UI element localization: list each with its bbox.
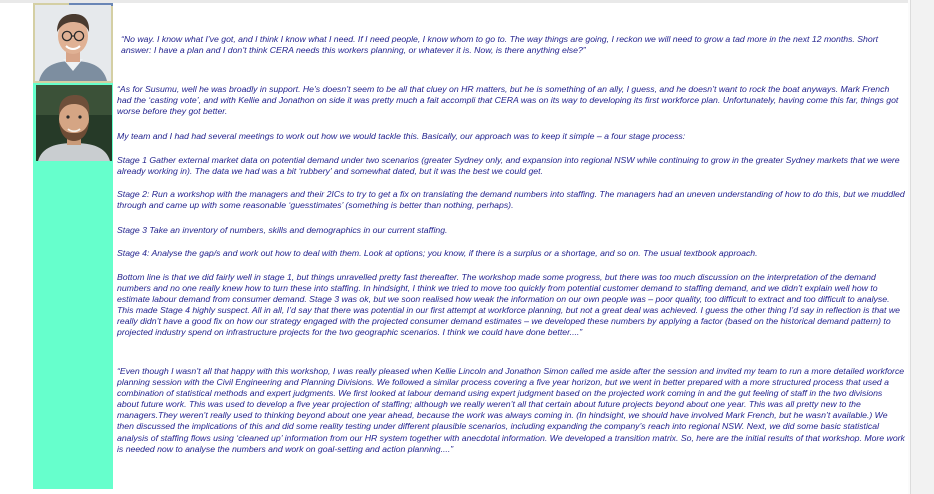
right-gutter	[910, 0, 934, 494]
narrative-paragraph-bottom-line: Bottom line is that we did fairly well in stage 1, but things unravelled pretty fast thereafter. The workshop made some progress, but there was too much discussion on the interpretation of the demand numbers and no one really knew how to turn these into staffing. In hindsight, I think we tried to move too quickly from potential customer demand to staffing demand, and we didn’t explain well how to estimate labour demand from consumer demand. Stage 3 was ok, but we soon realised how weak the information on our own people was – poor quality, too difficult to extract and too difficult to analyse. This made Stage 4 highly suspect. All in all, I’d say that there was potential in our first attempt at workforce planning, but not a great deal was achieved. I guess the other thing I’d say in reflection is that we really didn’t have a good fix on how our strategy engaged with the projected consumer demand estimates – we developed these numbers by applying a factor (based on the historical demand pattern) to projected industry spend on infrastructure projects for the two geographic scenarios. I think we could have done better....”	[117, 272, 900, 338]
quote-paragraph: “No way. I know what I’ve got, and I think I know what I need. If I need people, I know whom to go to. The way things are going, I reckon we will need to grow a tad more in the next 12 months. Short answer: I have a plan and I don’t think CERA needs this workers planning, or whatever it is. Now, is there anything else?”	[121, 34, 879, 56]
narrative-paragraph-stage2: Stage 2: Run a workshop with the managers and their 2ICs to try to get a fix on translating the demand numbers into staffing. The managers had an uneven understanding of how to do this, but we muddled through and came up with some reasonable ‘guesstimates’ (something is better than nothing, perhaps).	[117, 189, 905, 211]
top-bar	[0, 0, 934, 3]
glasses-man-portrait	[35, 5, 111, 81]
glasses-man-avatar	[35, 5, 111, 81]
narrative-paragraph-1: “As for Susumu, well he was broadly in support. He’s doesn’t seem to be all that cluey on HR matters, but he is something of an ally, I guess, and he doesn’t want to rock the boat anyways. Mark French had the ‘casting vote’, and with Kellie and Jonathon on side it was pretty much a fait accompli that CERA was on its way to developing its first workforce plan. Unfortunately, having come this far, things got worse before they got better.	[117, 84, 899, 117]
narrative-paragraph-workshop: “Even though I wasn’t all that happy with this workshop, I was really pleased when Kellie Lincoln and Jonathon Simon called me aside after the session and invited my team to run a more detailed workforce planning session with the Civil Engineering and Planning Divisions. We followed a similar process covering a five year horizon, but we went in better prepared with a more structured process that used a combination of statistical methods and expert judgments. We first looked at labour demand using expert judgment based on the projected work coming in and the gut feeling of staff in the two divisions about future work. This was used to develop a five year projection of staffing; although we really weren’t all that certain about future projects beyond about one year. This was all pretty new to the managers.They weren’t really used to thinking beyond about one year ahead, because the work was always coming in. (In hindsight, we should have involved Mark French, but he wasn’t available.) We then discussed the implications of this and did some reality testing under different plausible scenarios, including expanding the company’s reach into regional NSW. Next, we did some basic statistical analysis of staffing flows using ‘cleaned up’ information from our HR system together with anecdotal information. We developed a transition matrix. So, here are the initial results of that workshop. More work is needed now to analyse the numbers and work on goal-setting and action planning....”	[117, 366, 905, 454]
bearded-man-avatar	[36, 85, 112, 161]
narrative-paragraph-stage1: Stage 1 Gather external market data on potential demand under two scenarios (greater Sydney only, and expansion into regional NSW while continuing to grow in the greater Sydney markets that we were already working in). The data we had was a bit ‘rubbery’ and somewhat dated, but it was the best we could get.	[117, 155, 900, 177]
narrative-paragraph-2: My team and I had had several meetings to work out how we would tackle this. Basically, our approach was to keep it simple – a four stage process:	[117, 131, 686, 141]
bearded-man-portrait	[36, 85, 112, 161]
narrative-paragraph-stage4: Stage 4: Analyse the gap/s and work out how to deal with them. Look at options; you know, if there is a surplus or a shortage, and so on. The usual textbook approach.	[117, 248, 758, 258]
narrative-paragraph-stage3: Stage 3 Take an inventory of numbers, skills and demographics in our current staffing.	[117, 225, 448, 235]
